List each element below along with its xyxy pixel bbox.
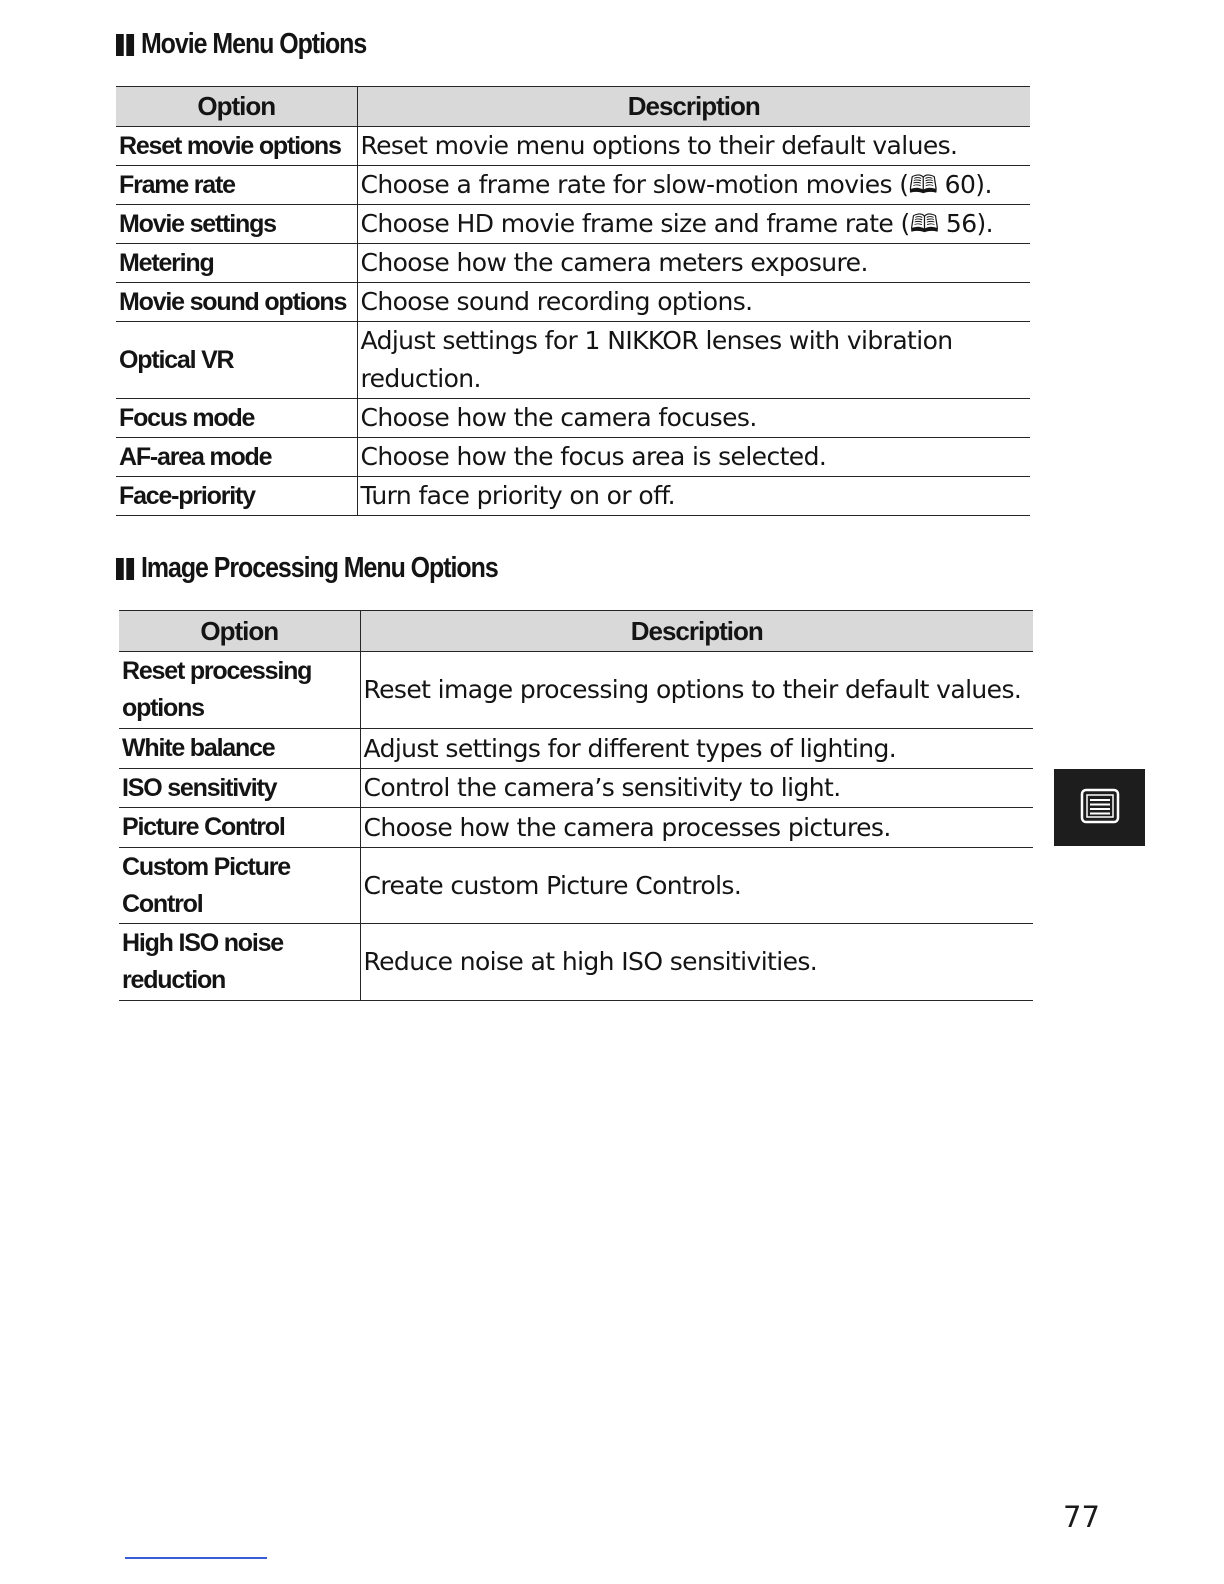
option-description: Choose HD movie frame size and frame rate (🕮 56). — [357, 205, 1030, 244]
table-row — [116, 283, 1030, 322]
table-row — [116, 322, 1030, 399]
option-description: Adjust settings for different types of lighting. — [360, 729, 1033, 769]
option-name: Movie sound options — [116, 283, 357, 322]
table-row — [116, 166, 1030, 205]
option-name: White balance — [119, 729, 360, 769]
option-description: Control the camera’s sensitivity to light. — [360, 769, 1033, 808]
option-name: Picture Control — [119, 808, 360, 848]
option-name: Metering — [116, 244, 357, 283]
section-marker-icon — [116, 34, 134, 56]
table-row — [116, 205, 1030, 244]
column-header-description: Description — [360, 611, 1033, 652]
table-row — [119, 729, 1033, 769]
table-row — [119, 769, 1033, 808]
option-name: Custom Picture Control — [119, 848, 360, 924]
movie-section-title-text: Movie Menu Options — [140, 28, 367, 60]
option-description: Reset image processing options to their default values. — [360, 652, 1033, 729]
option-description: Choose how the camera meters exposure. — [357, 244, 1030, 283]
option-description: Choose a frame rate for slow-motion movies (🕮 60). — [357, 166, 1030, 205]
option-description: Choose how the camera focuses. — [357, 399, 1030, 438]
section-marker-icon — [116, 558, 134, 580]
option-description: Turn face priority on or off. — [357, 477, 1030, 516]
option-name: Focus mode — [116, 399, 357, 438]
table-header-row — [119, 611, 1033, 652]
image-section-title-text: Image Processing Menu Options — [140, 552, 498, 584]
table-row — [116, 477, 1030, 516]
table-row — [119, 924, 1033, 1001]
option-description: Create custom Picture Controls. — [360, 848, 1033, 924]
table-row — [119, 808, 1033, 848]
option-description: Reduce noise at high ISO sensitivities. — [360, 924, 1033, 1001]
column-header-option: Option — [116, 87, 357, 127]
option-name: High ISO noise reduction — [119, 924, 360, 1001]
option-description: Choose how the focus area is selected. — [357, 438, 1030, 477]
column-header-option: Option — [119, 611, 360, 652]
column-header-description: Description — [357, 87, 1030, 127]
footer-divider — [125, 1557, 267, 1559]
table-row — [116, 438, 1030, 477]
option-name: Optical VR — [116, 322, 357, 399]
menu-list-icon — [1080, 788, 1120, 828]
option-description: Reset movie menu options to their default values. — [357, 127, 1030, 166]
option-name: Movie settings — [116, 205, 357, 244]
option-name: ISO sensitivity — [119, 769, 360, 808]
table-row — [116, 244, 1030, 283]
table-row — [119, 848, 1033, 924]
option-description: Adjust settings for 1 NIKKOR lenses with vibration reduction. — [357, 322, 1030, 399]
table-row — [116, 399, 1030, 438]
menu-chapter-tab — [1054, 769, 1145, 846]
option-description: Choose sound recording options. — [357, 283, 1030, 322]
option-name: Reset processing options — [119, 652, 360, 729]
image-processing-options-table — [119, 610, 1033, 1001]
image-section-title — [116, 552, 498, 585]
page-number: 77 — [1063, 1500, 1100, 1534]
table-row — [116, 127, 1030, 166]
option-name: AF-area mode — [116, 438, 357, 477]
table-row — [119, 652, 1033, 729]
option-name: Frame rate — [116, 166, 357, 205]
table-header-row — [116, 87, 1030, 127]
movie-options-table — [116, 86, 1030, 516]
option-description: Choose how the camera processes pictures. — [360, 808, 1033, 848]
option-name: Reset movie options — [116, 127, 357, 166]
movie-section-title — [116, 28, 366, 61]
option-name: Face-priority — [116, 477, 357, 516]
